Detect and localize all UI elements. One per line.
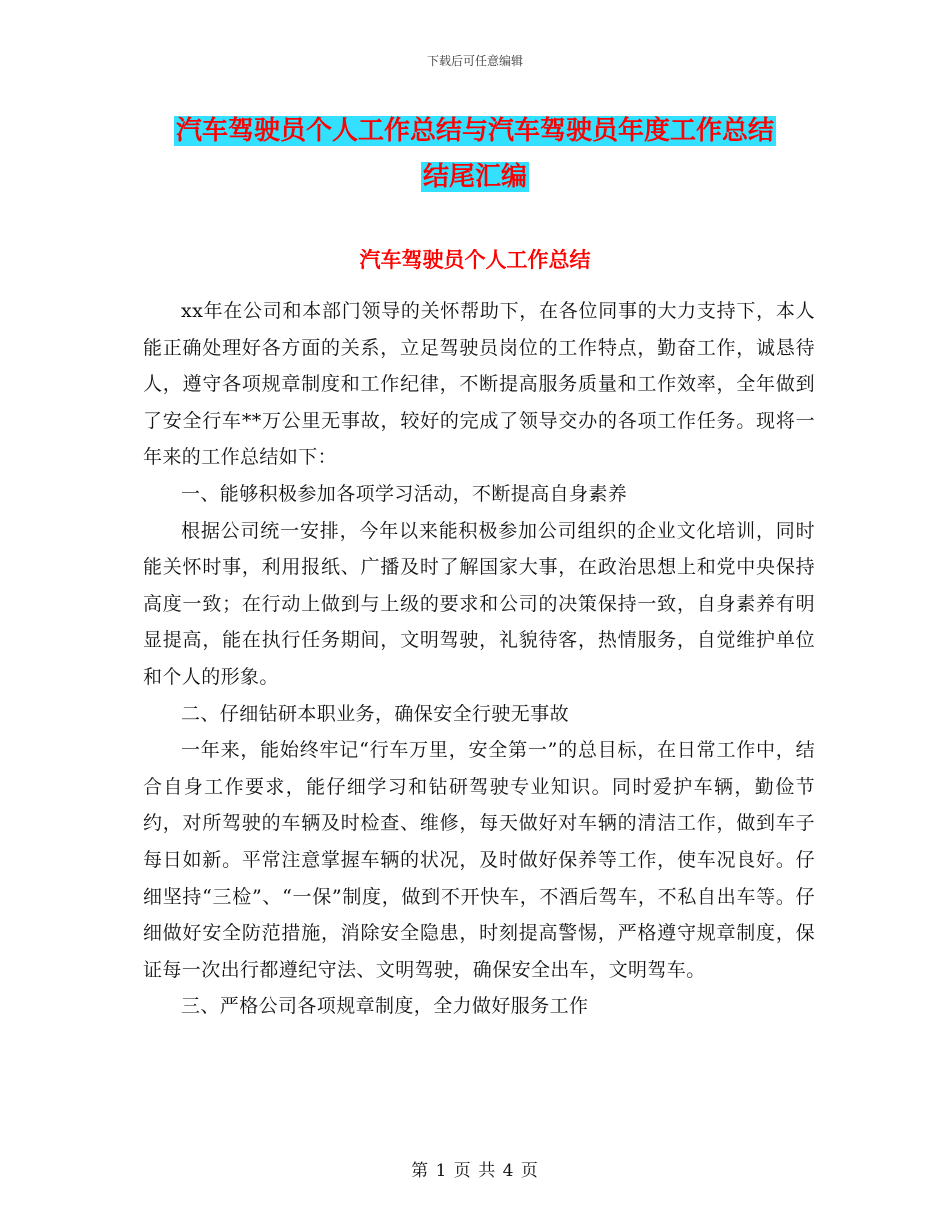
paragraph-section-1: 根据公司统一安排，今年以来能积极参加公司组织的企业文化培训，同时能关怀时事，利用报纸、广播及时了解国家大事，在政治思想上和党中央保持高度一致；在行动上做到与上级的要求和公司的决策保持一致，自身素养有明显提高，能在执行任务期间，文明驾驶，礼貌待客，热情服务，自觉维护单位和个人的形象。 <box>143 519 815 688</box>
paragraph-section-2: 一年来，能始终牢记“行车万里，安全第一”的总目标，在日常工作中，结合自身工作要求，能仔细学习和钻研驾驶专业知识。同时爱护车辆，勤俭节约，对所驾驶的车辆及时检查、维修，每天做好对车辆的清洁工作，做到车子每日如新。平常注意掌握车辆的状况，及时做好保养等工作，使车况良好。仔细坚持“三检”、“一保”制度，做到不开快车，不酒后驾车，不私自出车等。仔细做好安全防范措施，消除安全隐患，时刻提高警惕，严格遵守规章制度，保证每一次出行都遵纪守法、文明驾驶，确保安全出车，文明驾车。 <box>143 739 815 981</box>
document-title-line-2-text: 结尾汇编 <box>422 162 527 192</box>
page-number: 第 1 页 共 4 页 <box>411 1161 539 1181</box>
document-body <box>143 293 815 1025</box>
document-title <box>0 108 950 200</box>
page-header-note: 下载后可任意编辑 <box>426 54 523 68</box>
document-title-line-1 <box>0 108 950 154</box>
heading-section-2: 二、仔细钻研本职业务，确保安全行驶无事故 <box>181 702 570 725</box>
document-title-line-2 <box>0 154 950 200</box>
document-title-line-1-text: 汽车驾驶员个人工作总结与汽车驾驶员年度工作总结 <box>175 116 774 146</box>
heading-section-3: 三、严格公司各项规章制度，全力做好服务工作 <box>181 995 589 1018</box>
paragraph-intro: xx年在公司和本部门领导的关怀帮助下，在各位同事的大力支持下，本人能正确处理好各方面的关系，立足驾驶员岗位的工作特点，勤奋工作，诚恳待人，遵守各项规章制度和工作纪律，不断提高服务质量和工作效率，全年做到了安全行车**万公里无事故，较好的完成了领导交办的各项工作任务。现将一年来的工作总结如下： <box>143 300 815 469</box>
heading-section-1: 一、能够积极参加各项学习活动，不断提高自身素养 <box>181 482 628 505</box>
section-title: 汽车驾驶员个人工作总结 <box>359 247 591 272</box>
